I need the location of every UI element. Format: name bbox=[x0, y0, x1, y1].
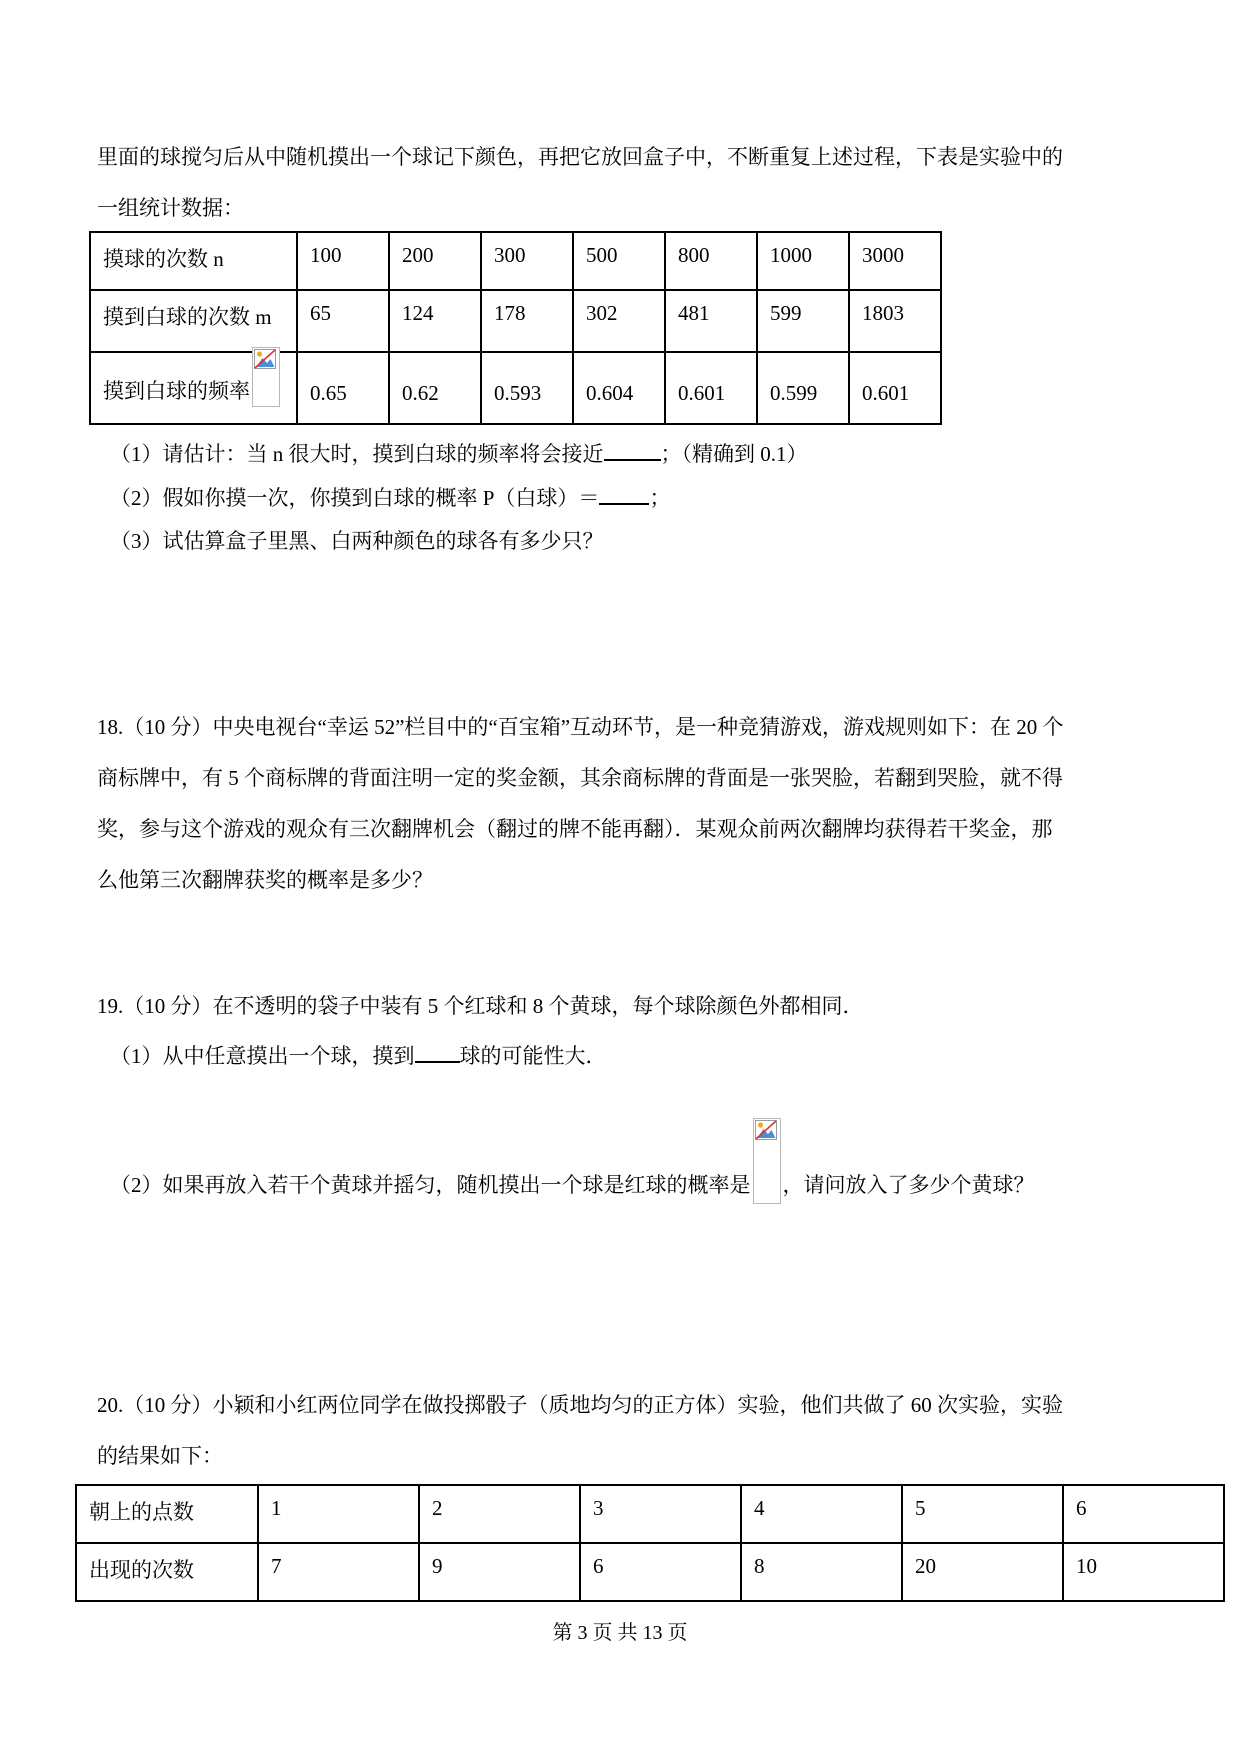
table-cell: 3000 bbox=[849, 232, 941, 290]
table-cell: 0.601 bbox=[665, 352, 757, 424]
table-cell: 0.601 bbox=[849, 352, 941, 424]
q20-line2: 的结果如下： bbox=[97, 1444, 223, 1468]
dice-results-table bbox=[75, 1484, 1225, 1602]
q19-part2 bbox=[110, 1144, 1035, 1230]
q17-intro-line2: 一组统计数据： bbox=[97, 196, 244, 220]
table-cell: 10 bbox=[1063, 1543, 1224, 1601]
table-cell: 599 bbox=[757, 290, 849, 352]
table-cell: 6 bbox=[1063, 1485, 1224, 1543]
q18-line1: 18.（10 分）中央电视台“幸运 52”栏目中的“百宝箱”互动环节，是一种竞猜游戏，游戏规则如下：在 20 个 bbox=[97, 715, 1064, 739]
table-row bbox=[90, 352, 941, 424]
table-cell: 6 bbox=[580, 1543, 741, 1601]
table-cell: 1000 bbox=[757, 232, 849, 290]
q17-intro-paragraph bbox=[97, 132, 1063, 234]
table-cell: 124 bbox=[389, 290, 481, 352]
row-label-cell: 摸到白球的次数 m bbox=[90, 290, 297, 352]
answer-blank bbox=[599, 482, 649, 505]
table-cell: 0.65 bbox=[297, 352, 389, 424]
table-cell: 0.604 bbox=[573, 352, 665, 424]
q17-part2 bbox=[110, 482, 670, 512]
table-cell: 0.593 bbox=[481, 352, 573, 424]
row-label-cell bbox=[90, 352, 297, 424]
table-cell: 9 bbox=[419, 1543, 580, 1601]
table-cell: 20 bbox=[902, 1543, 1063, 1601]
q17-part3: （3）试估算盒子里黑、白两种颜色的球各有多少只？ bbox=[110, 529, 604, 553]
table-cell: 2 bbox=[419, 1485, 580, 1543]
q17-intro-line1: 里面的球搅匀后从中随机摸出一个球记下颜色，再把它放回盒子中，不断重复上述过程，下表是实验中的 bbox=[97, 145, 1063, 169]
table-cell: 5 bbox=[902, 1485, 1063, 1543]
broken-image-icon bbox=[753, 1118, 781, 1204]
table-cell: 0.62 bbox=[389, 352, 481, 424]
q17-part1-suffix: ；（精确到 0.1） bbox=[660, 442, 808, 466]
q19-part2-text: （2）如果再放入若干个黄球并摇匀，随机摸出一个球是红球的概率是 bbox=[110, 1172, 751, 1197]
table-cell: 4 bbox=[741, 1485, 902, 1543]
table-cell: 481 bbox=[665, 290, 757, 352]
answer-blank bbox=[604, 438, 661, 461]
row-label-text: 摸到白球的频率 bbox=[103, 378, 250, 403]
row-label-cell: 朝上的点数 bbox=[76, 1485, 258, 1543]
table-cell: 300 bbox=[481, 232, 573, 290]
table-cell: 800 bbox=[665, 232, 757, 290]
q19-part1-text: （1）从中任意摸出一个球，摸到 bbox=[110, 1044, 415, 1068]
table-cell: 500 bbox=[573, 232, 665, 290]
table-cell: 1 bbox=[258, 1485, 419, 1543]
row-label-cell: 摸球的次数 n bbox=[90, 232, 297, 290]
q19-part1-suffix: 球的可能性大． bbox=[459, 1044, 607, 1068]
q17-part1-text: （1）请估计：当 n 很大时，摸到白球的频率将会接近 bbox=[110, 442, 604, 466]
table-cell: 8 bbox=[741, 1543, 902, 1601]
q18-line4: 么他第三次翻牌获奖的概率是多少？ bbox=[97, 868, 433, 892]
q17-part2-suffix: ； bbox=[649, 486, 671, 510]
question-18 bbox=[97, 702, 1064, 906]
q20-line1: 20.（10 分）小颖和小红两位同学在做投掷骰子（质地均匀的正方体）实验，他们共做了 60 次实验，实验 bbox=[97, 1393, 1063, 1417]
table-cell: 3 bbox=[580, 1485, 741, 1543]
q17-part1 bbox=[110, 438, 808, 468]
row-label-cell: 出现的次数 bbox=[76, 1543, 258, 1601]
table-cell: 302 bbox=[573, 290, 665, 352]
q19-part1 bbox=[110, 1040, 607, 1070]
answer-blank bbox=[415, 1040, 460, 1063]
table-row bbox=[90, 232, 941, 290]
table-row bbox=[76, 1485, 1224, 1543]
page-number-footer: 第 3 页 共 13 页 bbox=[552, 1622, 688, 1644]
question-20 bbox=[97, 1380, 1063, 1482]
q17-part2-text: （2）假如你摸一次，你摸到白球的概率 P（白球）＝ bbox=[110, 486, 600, 510]
table-cell: 1803 bbox=[849, 290, 941, 352]
table-cell: 100 bbox=[297, 232, 389, 290]
table-cell: 178 bbox=[481, 290, 573, 352]
ball-frequency-table bbox=[89, 231, 942, 425]
q18-line2: 商标牌中，有 5 个商标牌的背面注明一定的奖金额，其余商标牌的背面是一张哭脸，若翻到哭脸，就不得 bbox=[97, 766, 1063, 790]
table-row bbox=[76, 1543, 1224, 1601]
table-cell: 0.599 bbox=[757, 352, 849, 424]
q19-part2-suffix: ，请问放入了多少个黄球？ bbox=[782, 1172, 1035, 1197]
table-row bbox=[90, 290, 941, 352]
q19-stem: 19.（10 分）在不透明的袋子中装有 5 个红球和 8 个黄球，每个球除颜色外都相同． bbox=[97, 994, 864, 1018]
table-cell: 200 bbox=[389, 232, 481, 290]
table-cell: 7 bbox=[258, 1543, 419, 1601]
q18-line3: 奖，参与这个游戏的观众有三次翻牌机会（翻过的牌不能再翻）．某观众前两次翻牌均获得若干奖金，那 bbox=[97, 817, 1053, 841]
table-cell: 65 bbox=[297, 290, 389, 352]
broken-image-icon bbox=[252, 347, 280, 407]
